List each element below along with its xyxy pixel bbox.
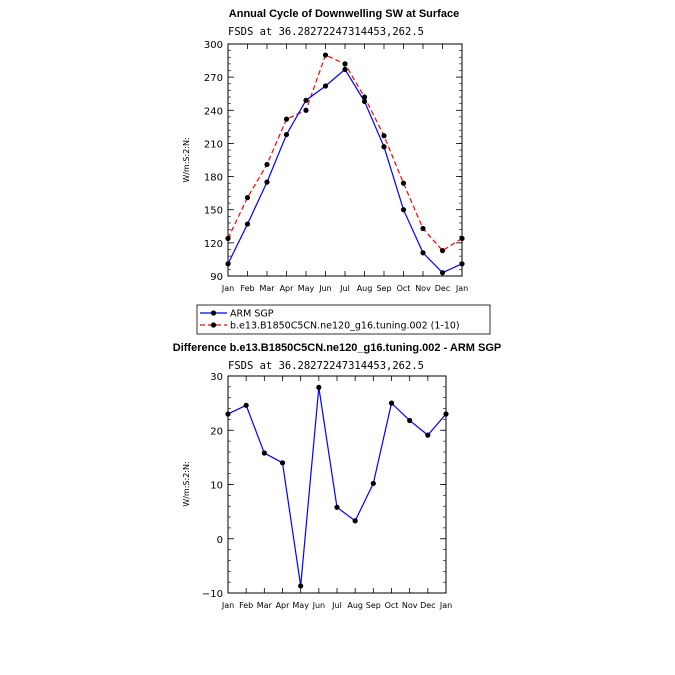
chart2-x-tick-label: Jan bbox=[221, 601, 235, 610]
chart2-x-tick-label: Nov bbox=[401, 601, 418, 610]
chart1-series-0-point bbox=[323, 83, 328, 88]
chart1-series-1-point bbox=[459, 236, 464, 241]
chart2-x-tick-label: Jul bbox=[332, 601, 342, 610]
chart2-x-tick-label: Sep bbox=[365, 601, 381, 610]
chart1-series-1-point bbox=[323, 52, 328, 57]
chart1-x-tick-label: Aug bbox=[356, 284, 373, 293]
chart2-y-tick-label: −10 bbox=[201, 589, 223, 600]
chart1-series-0-point bbox=[420, 250, 425, 255]
chart2-series-0-point bbox=[407, 418, 412, 423]
legend bbox=[197, 305, 490, 334]
chart1-series-1-point bbox=[264, 162, 269, 167]
chart1-series-1-point bbox=[245, 195, 250, 200]
chart1-x-tick-label: May bbox=[297, 284, 315, 293]
chart2-x-tick-label: Mar bbox=[256, 601, 272, 610]
chart2-series-0-point bbox=[443, 411, 448, 416]
chart2-series-0-point bbox=[280, 460, 285, 465]
chart2-x-tick-label: Feb bbox=[239, 601, 254, 610]
chart1-series-1-point bbox=[362, 94, 367, 99]
chart2-x-tick-label: May bbox=[292, 601, 309, 610]
chart1-title: Annual Cycle of Downwelling SW at Surface bbox=[228, 8, 460, 20]
chart2-series-0-point bbox=[371, 481, 376, 486]
legend-label-model: b.e13.B1850C5CN.ne120_g16.tuning.002 (1-10) bbox=[230, 320, 460, 332]
chart1-series-1-point bbox=[284, 117, 289, 122]
chart2-x-tick-label: Oct bbox=[384, 601, 399, 610]
chart1-series-1-point bbox=[420, 226, 425, 231]
chart1-x-tick-label: Apr bbox=[279, 284, 294, 293]
chart2-series-0-point bbox=[353, 518, 358, 523]
chart2-x-tick-label: Jan bbox=[439, 601, 453, 610]
chart1-series-0-point bbox=[401, 207, 406, 212]
legend-label-arm-sgp: ARM SGP bbox=[230, 308, 274, 320]
chart2-series-0-point bbox=[425, 433, 430, 438]
chart1-series-1-point bbox=[303, 108, 308, 113]
chart1-x-tick-label: Jan bbox=[221, 284, 235, 293]
chart1-subtitle: FSDS at 36.28272247314453,262.5 bbox=[228, 26, 424, 38]
chart2-y-tick-label: 10 bbox=[210, 480, 223, 492]
chart2-plot-frame bbox=[228, 376, 446, 593]
chart2-x-tick-label: Dec bbox=[420, 601, 436, 610]
chart1-series-0-point bbox=[284, 132, 289, 137]
chart1-series-1-point bbox=[225, 236, 230, 241]
chart1-series-0-point bbox=[303, 98, 308, 103]
chart1-y-tick-label: 180 bbox=[203, 172, 223, 184]
chart1-series-0-point bbox=[342, 67, 347, 72]
chart1-x-tick-label: Dec bbox=[434, 284, 451, 293]
chart1-y-tick-label: 300 bbox=[203, 40, 223, 51]
chart2-y-tick-label: 30 bbox=[210, 372, 223, 383]
chart1-y-label: W/m:S:2:N: bbox=[182, 137, 191, 183]
chart1-series-1-line bbox=[228, 55, 462, 251]
chart1-x-tick-label: Jul bbox=[340, 284, 350, 293]
chart1-series-1-point bbox=[440, 248, 445, 253]
legend-marker-arm-sgp bbox=[211, 310, 216, 315]
chart2-y-tick-label: 20 bbox=[210, 426, 223, 438]
chart2-subtitle: FSDS at 36.28272247314453,262.5 bbox=[228, 360, 424, 372]
chart1-x-tick-label: Oct bbox=[396, 284, 411, 293]
chart1-y-tick-label: 240 bbox=[203, 106, 223, 118]
chart1-series-1-point bbox=[401, 181, 406, 186]
chart2-series-0-line bbox=[228, 387, 446, 586]
chart1-series-0-point bbox=[440, 270, 445, 275]
chart1-x-tick-label: Feb bbox=[240, 284, 255, 293]
chart1-y-tick-label: 270 bbox=[203, 73, 223, 85]
chart2-series-0-point bbox=[298, 583, 303, 588]
chart1-y-tick-label: 120 bbox=[203, 238, 223, 250]
chart1-y-tick-label: 90 bbox=[210, 272, 223, 283]
chart2-series-0-point bbox=[262, 450, 267, 455]
chart1-series-0-point bbox=[264, 179, 269, 184]
chart1-series-0-point bbox=[459, 261, 464, 266]
chart2-y-label: W/m:S:2:N: bbox=[182, 461, 191, 507]
chart1-series-0-point bbox=[381, 144, 386, 149]
chart1-y-tick-label: 150 bbox=[203, 205, 223, 217]
chart1-x-tick-label: Jan bbox=[455, 284, 469, 293]
chart1-plot-frame bbox=[228, 44, 462, 276]
chart1-series-0-point bbox=[225, 261, 230, 266]
chart2-series-0-point bbox=[334, 505, 339, 510]
chart2-y-tick-label: 0 bbox=[216, 534, 223, 546]
chart1-x-tick-label: Mar bbox=[259, 284, 275, 293]
chart2-series-0-point bbox=[244, 403, 249, 408]
chart2-series-0-point bbox=[389, 401, 394, 406]
chart1-x-tick-label: Sep bbox=[376, 284, 392, 293]
chart1-x-tick-label: Jun bbox=[319, 284, 332, 293]
legend-marker-model bbox=[211, 322, 216, 327]
chart1-series-1-point bbox=[381, 133, 386, 138]
chart2-x-tick-label: Apr bbox=[275, 601, 290, 610]
chart2-x-tick-label: Aug bbox=[347, 601, 363, 610]
chart1-series-0-point bbox=[245, 221, 250, 226]
chart2-title: Difference b.e13.B1850C5CN.ne120_g16.tuning.002 - ARM SGP bbox=[172, 342, 502, 354]
chart1-series-1-point bbox=[342, 61, 347, 66]
chart2-series-0-point bbox=[316, 385, 321, 390]
chart2-series-0-point bbox=[225, 411, 230, 416]
chart1-x-tick-label: Nov bbox=[415, 284, 431, 293]
chart1-y-tick-label: 210 bbox=[203, 139, 223, 151]
chart2-x-tick-label: Jun bbox=[312, 601, 326, 610]
